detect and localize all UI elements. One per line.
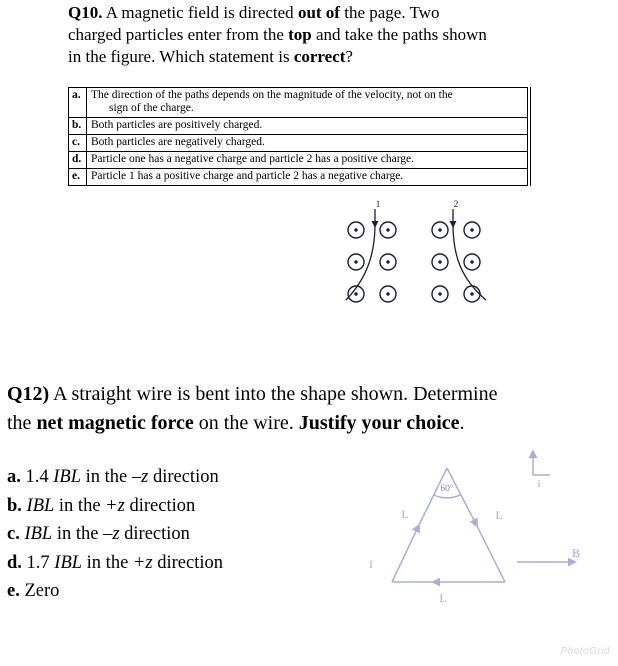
option-letter: e.	[7, 581, 20, 601]
q12-segment: on the wire.	[193, 412, 299, 434]
answer-text-c: Both particles are negatively charged.	[87, 135, 528, 152]
option-text: 1.4	[20, 467, 54, 487]
option-letter: a.	[7, 467, 21, 487]
wire-right-side-lower	[477, 526, 505, 582]
option-text: Zero	[19, 581, 60, 601]
answer-row-d	[69, 152, 528, 169]
option-letter: d.	[7, 552, 22, 573]
q12-segment: A straight wire is bent into the shape shown. Determine	[49, 383, 498, 405]
angle-arc	[434, 495, 461, 498]
answer-letter-a: a.	[69, 88, 87, 118]
option-axis: +z	[132, 552, 153, 573]
q12-option-d	[7, 549, 223, 578]
angle-label: 60°	[440, 484, 454, 494]
particle-1-label: 1	[375, 200, 381, 210]
answer-text-a	[87, 88, 528, 118]
answer-row-c	[69, 135, 528, 152]
answer-row-a	[69, 88, 528, 118]
q10-segment: ?	[345, 47, 353, 66]
answer-text-e: Particle 1 has a positive charge and particle 2 has a negative charge.	[87, 169, 528, 186]
q10-bold-out-of: out of	[297, 3, 340, 22]
answer-letter-c: c.	[69, 135, 87, 152]
q10-figure	[338, 198, 508, 308]
q10-segment: A magnetic field is directed	[102, 3, 298, 22]
option-text: direction	[119, 524, 190, 544]
q10-segment: charged particles enter from the	[68, 25, 289, 44]
wire-left-side-upper	[419, 468, 447, 525]
answer-text-d: Particle one has a negative charge and particle 2 has a positive charge.	[87, 152, 528, 169]
q12-option-e	[7, 577, 223, 606]
q10-segment: the page. Two	[339, 3, 440, 22]
option-variable: IBL	[54, 552, 83, 573]
option-text: direction	[124, 495, 196, 516]
base-length-label: L	[439, 591, 447, 605]
current-label: I	[369, 557, 373, 571]
particle-2-label: 2	[453, 200, 459, 210]
option-text: in the	[82, 552, 133, 573]
left-side-length-label: L	[401, 507, 409, 521]
answer-text-a-line1: The direction of the paths depends on the magnitude of the velocity, not on the	[91, 89, 453, 101]
wire-left-side-lower	[392, 525, 419, 582]
option-text: in the	[54, 495, 106, 516]
option-axis: +z	[105, 495, 125, 516]
answer-letter-d: d.	[69, 152, 87, 169]
option-variable: IBL	[24, 524, 53, 544]
q10-number: Q10.	[68, 3, 103, 22]
field-label: B	[571, 546, 581, 560]
option-axis: –z	[131, 467, 149, 487]
option-variable: IBL	[26, 495, 55, 516]
q12-options-list	[7, 463, 223, 606]
option-text: direction	[148, 467, 219, 487]
answer-letter-b: b.	[69, 118, 87, 135]
option-text: 1.7	[21, 552, 55, 573]
option-letter: b.	[7, 495, 22, 516]
q12-number: Q12)	[7, 383, 50, 405]
option-letter: c.	[7, 524, 20, 544]
watermark: PhotoGrid	[560, 646, 610, 657]
answer-letter-e: e.	[69, 169, 87, 186]
q12-option-b	[7, 492, 223, 521]
q12-question-text	[7, 380, 613, 438]
right-side-length-label: L	[495, 508, 503, 522]
q10-bold-top: top	[288, 25, 312, 44]
q10-question-text	[68, 2, 560, 68]
q10-segment: in the figure. Which statement is	[68, 47, 294, 66]
q12-bold-net-force: net magnetic force	[36, 412, 194, 434]
option-text: in the	[52, 524, 104, 544]
field-out-of-page-dots	[348, 222, 480, 302]
q12-bold-justify: Justify your choice	[298, 412, 460, 434]
q10-answer-table	[68, 87, 531, 186]
option-text: direction	[152, 552, 223, 573]
particle-2-path	[453, 224, 486, 300]
q12-option-a	[7, 463, 223, 492]
q12-figure	[355, 435, 605, 615]
q10-segment: and take the paths shown	[311, 25, 487, 44]
q10-bold-correct: correct	[293, 47, 346, 66]
answer-text-a-line2: sign of the charge.	[109, 102, 194, 114]
q12-segment: the	[7, 412, 37, 434]
option-variable: IBL	[53, 467, 81, 487]
answer-row-b	[69, 118, 528, 135]
answer-row-e	[69, 169, 528, 186]
answer-text-b: Both particles are positively charged.	[87, 118, 528, 135]
q12-option-c	[7, 520, 223, 549]
option-axis: –z	[103, 524, 120, 544]
axis-label: i	[537, 478, 541, 490]
option-text: in the	[81, 467, 132, 487]
q12-segment: .	[459, 412, 465, 434]
